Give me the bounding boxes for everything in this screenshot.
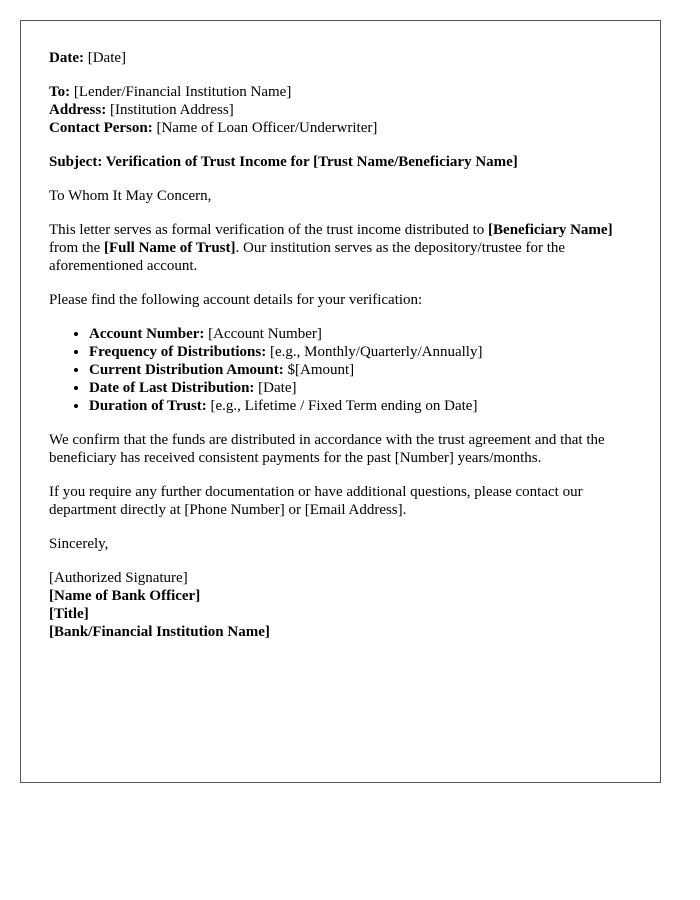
confirmation-paragraph: We confirm that the funds are distributed in accordance with the trust agreement and that the beneficiary has received consistent payments for the past [Number] years/months. [49, 432, 605, 466]
subject-line: Subject: Verification of Trust Income for [Trust Name/Beneficiary Name] [49, 154, 518, 170]
letter [20, 20, 661, 783]
list-item: • Frequency of Distributions: [e.g., Monthly/Quarterly/Annually] [89, 343, 632, 361]
closing: Sincerely, [49, 536, 109, 552]
list-item: • Account Number: [Account Number] [89, 325, 632, 343]
contact-paragraph: If you require any further documentation or have additional questions, please contact our department directly at [Phone Number] or [Email Address]. [49, 484, 583, 518]
list-item: • Date of Last Distribution: [Date] [89, 379, 632, 397]
signature-block: [Authorized Signature] [Name of Bank Officer] [Title] [Bank/Financial Institution Name] [49, 570, 270, 640]
account-details-list [49, 325, 632, 415]
details-intro: Please find the following account details for your verification: [49, 292, 423, 308]
recipient-block: To: [Lender/Financial Institution Name] Address: [Institution Address] Contact Person: [Name of Loan Officer/Underwriter] [49, 84, 378, 136]
list-item: • Duration of Trust: [e.g., Lifetime / Fixed Term ending on Date] [89, 397, 632, 415]
list-item: • Current Distribution Amount: $[Amount] [89, 361, 632, 379]
salutation: To Whom It May Concern, [49, 188, 212, 204]
date-line: Date: [Date] [49, 50, 127, 66]
intro-paragraph: This letter serves as formal verification of the trust income distributed to [Beneficiary Name] from the [Full Name of Trust]. Our institution serves as the depository/trustee for the aforementioned account. [49, 222, 613, 274]
